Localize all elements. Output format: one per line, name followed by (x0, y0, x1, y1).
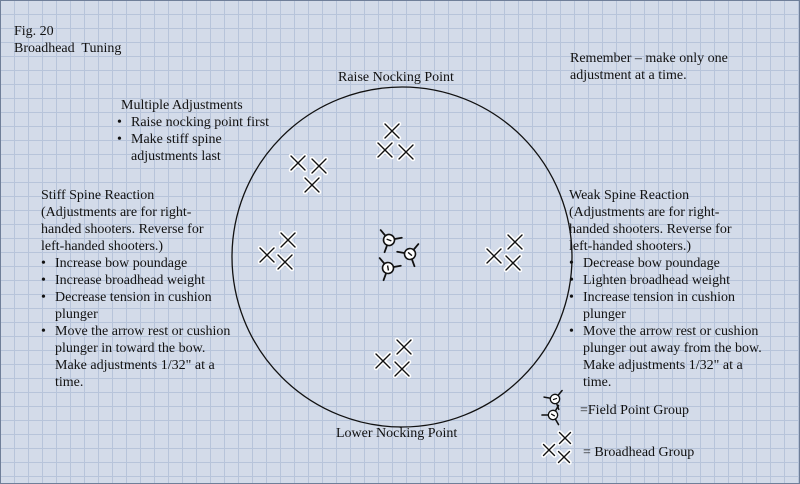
broadhead-x-mark (291, 156, 305, 170)
broadhead-x-mark (278, 255, 292, 269)
weak-spine-intro: (Adjustments are for right- handed shooters. Reverse for left-handed shooters.) (569, 205, 732, 254)
broadhead-x-mark (376, 354, 390, 368)
multiple-adjustment-item: • Raise nocking point first (117, 114, 269, 131)
broadhead-x-mark (312, 159, 326, 173)
weak-spine-title: Weak Spine Reaction (569, 188, 690, 203)
multiple-adjustment-item: • Make stiff spine adjustments last (117, 131, 269, 165)
weak-spine-item: • Increase tension in cushion plunger (569, 289, 762, 323)
stiff-spine-item: • Decrease tension in cushion plunger (41, 289, 230, 323)
broadhead-x-mark (395, 362, 409, 376)
broadhead-x-mark (397, 340, 411, 354)
weak-spine-item: • Decrease bow poundage (569, 255, 762, 272)
raise-nocking-label: Raise Nocking Point (338, 70, 454, 85)
broadhead-x-mark (260, 248, 274, 262)
field-point-mark (397, 237, 427, 266)
broadhead-x-mark (559, 452, 570, 463)
broadhead-x-mark (305, 178, 319, 192)
multiple-adjustments-note (113, 97, 269, 165)
figure-number: Fig. 20 (14, 24, 54, 39)
broadhead-x-mark (487, 249, 501, 263)
field-point-mark (380, 255, 403, 281)
lower-nocking-label: Lower Nocking Point (336, 426, 458, 441)
field-point-marks (374, 230, 427, 280)
broadhead-x-mark (385, 124, 399, 138)
legend-icons (542, 391, 571, 463)
reminder-line: Remember – make only one (570, 51, 728, 66)
reminder-note (570, 50, 728, 84)
broadhead-x-mark (508, 235, 522, 249)
stiff-spine-item: • Move the arrow rest or cushion plunger in toward the bow. Make adjustments 1/32" at a time. (41, 323, 230, 391)
broadhead-x-mark (506, 256, 520, 270)
stiff-spine-intro: (Adjustments are for right- handed shooters. Reverse for left-handed shooters.) (41, 205, 204, 254)
broadhead-marks (260, 124, 522, 376)
stiff-spine-section (33, 187, 230, 391)
multiple-adjustments-title: Multiple Adjustments (121, 98, 243, 113)
weak-spine-section (561, 187, 762, 391)
stiff-spine-title: Stiff Spine Reaction (41, 188, 155, 203)
stiff-spine-item: • Increase bow poundage (41, 255, 230, 272)
broadhead-x-mark (378, 143, 392, 157)
weak-spine-item: • Move the arrow rest or cushion plunger out away from the bow. Make adjustments 1/32" at a time. (569, 323, 762, 391)
broadhead-x-mark (560, 433, 571, 444)
broadhead-x-mark (399, 145, 413, 159)
reminder-line: adjustment at a time. (570, 68, 687, 83)
legend-field-point: =Field Point Group (580, 403, 690, 418)
stiff-spine-item: • Increase broadhead weight (41, 272, 230, 289)
figure-title: Broadhead Tuning (14, 41, 122, 56)
weak-spine-item: • Lighten broadhead weight (569, 272, 762, 289)
broadhead-x-mark (544, 445, 555, 456)
broadhead-x-mark (281, 233, 295, 247)
legend-broadhead: = Broadhead Group (583, 445, 695, 460)
